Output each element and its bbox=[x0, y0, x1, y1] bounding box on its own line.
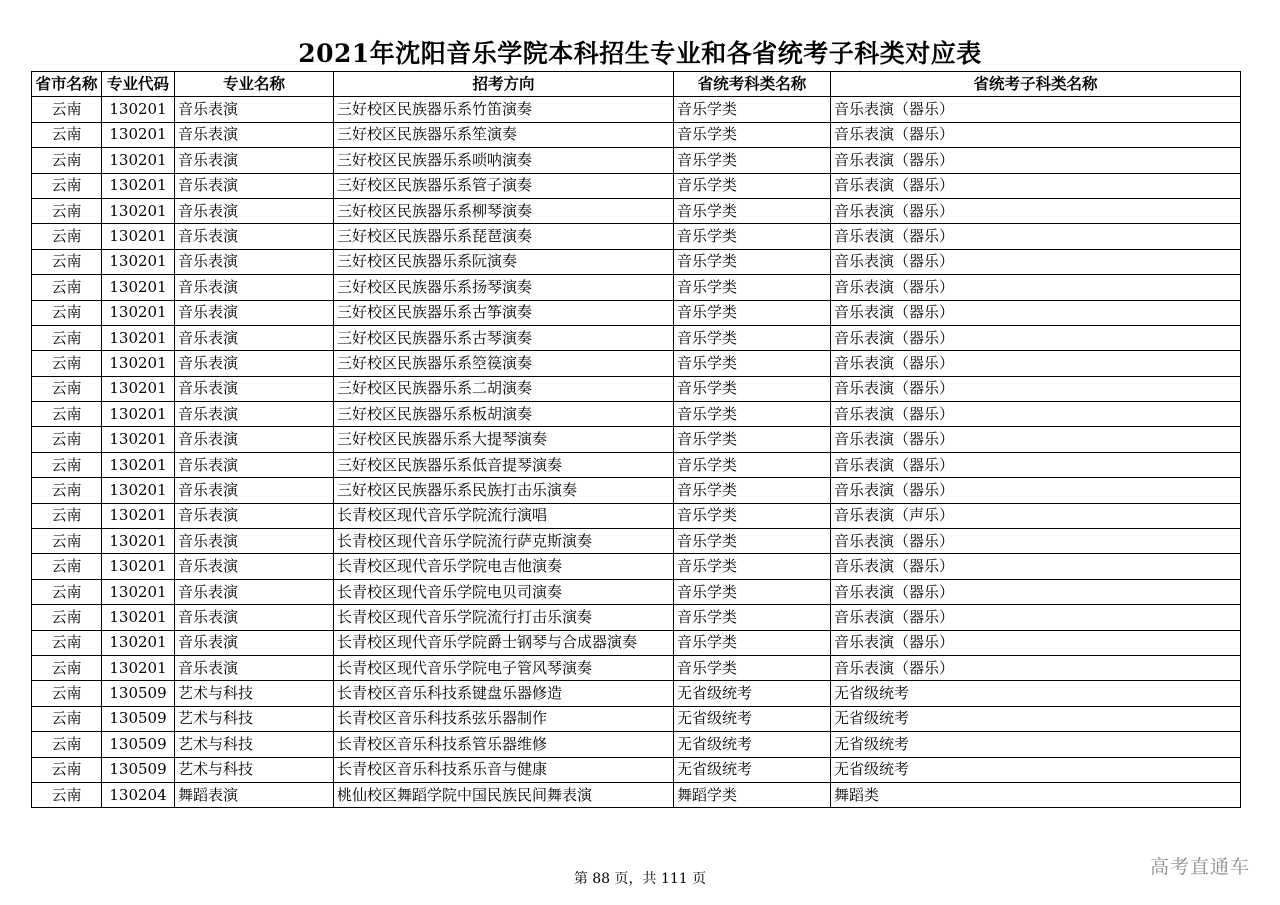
cell-exam-subcategory: 音乐表演（声乐） bbox=[831, 503, 1241, 528]
cell-exam-category: 音乐学类 bbox=[674, 300, 831, 325]
cell-province: 云南 bbox=[32, 427, 102, 452]
cell-admission-direction: 长青校区现代音乐学院电子管风琴演奏 bbox=[334, 655, 674, 680]
cell-exam-subcategory: 音乐表演（器乐） bbox=[831, 376, 1241, 401]
table-row bbox=[32, 706, 1241, 731]
cell-province: 云南 bbox=[32, 630, 102, 655]
cell-exam-subcategory: 音乐表演（器乐） bbox=[831, 224, 1241, 249]
table-row bbox=[32, 529, 1241, 554]
cell-exam-category: 音乐学类 bbox=[674, 402, 831, 427]
cell-exam-subcategory: 音乐表演（器乐） bbox=[831, 529, 1241, 554]
cell-exam-subcategory: 音乐表演（器乐） bbox=[831, 300, 1241, 325]
cell-major-code: 130509 bbox=[102, 681, 175, 706]
cell-major-name: 音乐表演 bbox=[175, 605, 334, 630]
cell-major-code: 130201 bbox=[102, 275, 175, 300]
cell-province: 云南 bbox=[32, 325, 102, 350]
cell-province: 云南 bbox=[32, 732, 102, 757]
cell-major-code: 130201 bbox=[102, 655, 175, 680]
cell-major-name: 音乐表演 bbox=[175, 249, 334, 274]
cell-exam-subcategory: 音乐表演（器乐） bbox=[831, 275, 1241, 300]
cell-province: 云南 bbox=[32, 198, 102, 223]
table-row bbox=[32, 198, 1241, 223]
cell-admission-direction: 三好校区民族器乐系箜篌演奏 bbox=[334, 351, 674, 376]
cell-major-code: 130204 bbox=[102, 782, 175, 807]
cell-admission-direction: 三好校区民族器乐系低音提琴演奏 bbox=[334, 452, 674, 477]
cell-admission-direction: 长青校区现代音乐学院电吉他演奏 bbox=[334, 554, 674, 579]
cell-exam-subcategory: 音乐表演（器乐） bbox=[831, 630, 1241, 655]
cell-exam-category: 音乐学类 bbox=[674, 529, 831, 554]
cell-province: 云南 bbox=[32, 122, 102, 147]
cell-admission-direction: 长青校区音乐科技系管乐器维修 bbox=[334, 732, 674, 757]
cell-major-code: 130201 bbox=[102, 605, 175, 630]
cell-exam-subcategory: 音乐表演（器乐） bbox=[831, 173, 1241, 198]
table-row bbox=[32, 300, 1241, 325]
cell-province: 云南 bbox=[32, 757, 102, 782]
cell-exam-category: 无省级统考 bbox=[674, 681, 831, 706]
cell-admission-direction: 长青校区音乐科技系弦乐器制作 bbox=[334, 706, 674, 731]
cell-province: 云南 bbox=[32, 655, 102, 680]
column-header-exam-category: 省统考科类名称 bbox=[674, 72, 831, 97]
cell-exam-category: 音乐学类 bbox=[674, 351, 831, 376]
cell-exam-category: 无省级统考 bbox=[674, 757, 831, 782]
table-row bbox=[32, 427, 1241, 452]
cell-exam-category: 无省级统考 bbox=[674, 706, 831, 731]
cell-major-code: 130201 bbox=[102, 503, 175, 528]
cell-major-code: 130201 bbox=[102, 427, 175, 452]
table-row bbox=[32, 275, 1241, 300]
cell-exam-category: 音乐学类 bbox=[674, 630, 831, 655]
cell-admission-direction: 三好校区民族器乐系古筝演奏 bbox=[334, 300, 674, 325]
cell-major-name: 艺术与科技 bbox=[175, 706, 334, 731]
cell-admission-direction: 长青校区现代音乐学院流行打击乐演奏 bbox=[334, 605, 674, 630]
cell-exam-category: 音乐学类 bbox=[674, 325, 831, 350]
table-row bbox=[32, 478, 1241, 503]
cell-major-name: 音乐表演 bbox=[175, 224, 334, 249]
table-row bbox=[32, 452, 1241, 477]
cell-province: 云南 bbox=[32, 351, 102, 376]
cell-major-code: 130201 bbox=[102, 198, 175, 223]
cell-exam-subcategory: 音乐表演（器乐） bbox=[831, 554, 1241, 579]
cell-admission-direction: 三好校区民族器乐系唢呐演奏 bbox=[334, 148, 674, 173]
cell-major-name: 音乐表演 bbox=[175, 325, 334, 350]
column-header-major-code: 专业代码 bbox=[102, 72, 175, 97]
table-row bbox=[32, 148, 1241, 173]
cell-admission-direction: 长青校区音乐科技系乐音与健康 bbox=[334, 757, 674, 782]
cell-admission-direction: 长青校区现代音乐学院流行萨克斯演奏 bbox=[334, 529, 674, 554]
cell-major-code: 130201 bbox=[102, 351, 175, 376]
cell-exam-subcategory: 音乐表演（器乐） bbox=[831, 579, 1241, 604]
cell-major-name: 艺术与科技 bbox=[175, 732, 334, 757]
cell-admission-direction: 三好校区民族器乐系二胡演奏 bbox=[334, 376, 674, 401]
cell-major-name: 音乐表演 bbox=[175, 452, 334, 477]
cell-exam-subcategory: 音乐表演（器乐） bbox=[831, 605, 1241, 630]
cell-province: 云南 bbox=[32, 452, 102, 477]
cell-major-name: 音乐表演 bbox=[175, 554, 334, 579]
cell-major-code: 130201 bbox=[102, 325, 175, 350]
cell-major-name: 音乐表演 bbox=[175, 529, 334, 554]
table-row bbox=[32, 249, 1241, 274]
cell-exam-subcategory: 音乐表演（器乐） bbox=[831, 402, 1241, 427]
cell-major-code: 130509 bbox=[102, 706, 175, 731]
cell-exam-subcategory: 音乐表演（器乐） bbox=[831, 198, 1241, 223]
table-row bbox=[32, 325, 1241, 350]
cell-province: 云南 bbox=[32, 173, 102, 198]
cell-admission-direction: 三好校区民族器乐系阮演奏 bbox=[334, 249, 674, 274]
cell-exam-subcategory: 无省级统考 bbox=[831, 732, 1241, 757]
column-header-province: 省市名称 bbox=[32, 72, 102, 97]
cell-major-name: 音乐表演 bbox=[175, 655, 334, 680]
cell-major-name: 音乐表演 bbox=[175, 427, 334, 452]
cell-province: 云南 bbox=[32, 300, 102, 325]
cell-admission-direction: 长青校区现代音乐学院电贝司演奏 bbox=[334, 579, 674, 604]
table-body bbox=[32, 97, 1241, 808]
cell-admission-direction: 三好校区民族器乐系扬琴演奏 bbox=[334, 275, 674, 300]
cell-province: 云南 bbox=[32, 148, 102, 173]
cell-exam-category: 音乐学类 bbox=[674, 376, 831, 401]
cell-exam-category: 音乐学类 bbox=[674, 148, 831, 173]
table-row bbox=[32, 122, 1241, 147]
cell-major-code: 130201 bbox=[102, 554, 175, 579]
cell-exam-category: 音乐学类 bbox=[674, 478, 831, 503]
cell-major-name: 音乐表演 bbox=[175, 148, 334, 173]
cell-admission-direction: 三好校区民族器乐系板胡演奏 bbox=[334, 402, 674, 427]
cell-exam-subcategory: 音乐表演（器乐） bbox=[831, 655, 1241, 680]
table-row bbox=[32, 402, 1241, 427]
cell-major-code: 130201 bbox=[102, 173, 175, 198]
cell-exam-category: 音乐学类 bbox=[674, 452, 831, 477]
cell-exam-category: 音乐学类 bbox=[674, 655, 831, 680]
cell-province: 云南 bbox=[32, 554, 102, 579]
page-title: 2021年沈阳音乐学院本科招生专业和各省统考子科类对应表 bbox=[298, 39, 982, 68]
cell-major-code: 130201 bbox=[102, 402, 175, 427]
cell-province: 云南 bbox=[32, 478, 102, 503]
cell-major-name: 音乐表演 bbox=[175, 376, 334, 401]
cell-exam-subcategory: 音乐表演（器乐） bbox=[831, 478, 1241, 503]
table-row bbox=[32, 351, 1241, 376]
cell-major-name: 音乐表演 bbox=[175, 478, 334, 503]
cell-province: 云南 bbox=[32, 224, 102, 249]
cell-major-code: 130201 bbox=[102, 579, 175, 604]
cell-province: 云南 bbox=[32, 275, 102, 300]
cell-exam-subcategory: 音乐表演（器乐） bbox=[831, 351, 1241, 376]
cell-major-code: 130201 bbox=[102, 97, 175, 122]
cell-province: 云南 bbox=[32, 579, 102, 604]
cell-major-code: 130201 bbox=[102, 249, 175, 274]
cell-province: 云南 bbox=[32, 529, 102, 554]
cell-exam-category: 音乐学类 bbox=[674, 427, 831, 452]
cell-major-code: 130201 bbox=[102, 300, 175, 325]
cell-exam-category: 音乐学类 bbox=[674, 224, 831, 249]
table-row bbox=[32, 605, 1241, 630]
table-row bbox=[32, 630, 1241, 655]
cell-exam-category: 音乐学类 bbox=[674, 249, 831, 274]
cell-exam-subcategory: 音乐表演（器乐） bbox=[831, 122, 1241, 147]
cell-province: 云南 bbox=[32, 681, 102, 706]
cell-major-name: 音乐表演 bbox=[175, 351, 334, 376]
table-row bbox=[32, 579, 1241, 604]
cell-admission-direction: 三好校区民族器乐系笙演奏 bbox=[334, 122, 674, 147]
cell-exam-category: 舞蹈学类 bbox=[674, 782, 831, 807]
table-row bbox=[32, 97, 1241, 122]
cell-major-code: 130201 bbox=[102, 148, 175, 173]
cell-major-name: 音乐表演 bbox=[175, 97, 334, 122]
table-row bbox=[32, 503, 1241, 528]
cell-major-name: 音乐表演 bbox=[175, 173, 334, 198]
cell-major-code: 130201 bbox=[102, 122, 175, 147]
cell-major-code: 130201 bbox=[102, 529, 175, 554]
column-header-admission-direction: 招考方向 bbox=[334, 72, 674, 97]
column-header-major-name: 专业名称 bbox=[175, 72, 334, 97]
cell-major-code: 130509 bbox=[102, 757, 175, 782]
cell-exam-category: 音乐学类 bbox=[674, 97, 831, 122]
cell-major-name: 音乐表演 bbox=[175, 122, 334, 147]
watermark-text: 高考直通车 bbox=[1149, 856, 1250, 878]
cell-admission-direction: 三好校区民族器乐系民族打击乐演奏 bbox=[334, 478, 674, 503]
cell-province: 云南 bbox=[32, 97, 102, 122]
table-row bbox=[32, 782, 1241, 807]
cell-major-code: 130201 bbox=[102, 630, 175, 655]
cell-exam-subcategory: 音乐表演（器乐） bbox=[831, 148, 1241, 173]
cell-major-name: 音乐表演 bbox=[175, 300, 334, 325]
column-header-exam-subcategory: 省统考子科类名称 bbox=[831, 72, 1241, 97]
cell-admission-direction: 三好校区民族器乐系大提琴演奏 bbox=[334, 427, 674, 452]
table-row bbox=[32, 655, 1241, 680]
table-header-row bbox=[32, 72, 1241, 97]
cell-major-code: 130201 bbox=[102, 224, 175, 249]
admission-table bbox=[31, 71, 1241, 808]
cell-admission-direction: 长青校区现代音乐学院爵士钢琴与合成器演奏 bbox=[334, 630, 674, 655]
cell-major-name: 音乐表演 bbox=[175, 402, 334, 427]
cell-major-code: 130201 bbox=[102, 452, 175, 477]
cell-major-name: 艺术与科技 bbox=[175, 757, 334, 782]
cell-admission-direction: 三好校区民族器乐系竹笛演奏 bbox=[334, 97, 674, 122]
table-row bbox=[32, 173, 1241, 198]
cell-admission-direction: 三好校区民族器乐系古琴演奏 bbox=[334, 325, 674, 350]
cell-major-name: 音乐表演 bbox=[175, 198, 334, 223]
table-row bbox=[32, 224, 1241, 249]
cell-major-code: 130201 bbox=[102, 376, 175, 401]
cell-exam-subcategory: 音乐表演（器乐） bbox=[831, 325, 1241, 350]
table-row bbox=[32, 681, 1241, 706]
cell-exam-category: 音乐学类 bbox=[674, 579, 831, 604]
cell-exam-subcategory: 无省级统考 bbox=[831, 757, 1241, 782]
cell-exam-category: 音乐学类 bbox=[674, 503, 831, 528]
cell-exam-category: 音乐学类 bbox=[674, 173, 831, 198]
cell-province: 云南 bbox=[32, 782, 102, 807]
cell-province: 云南 bbox=[32, 706, 102, 731]
cell-exam-category: 音乐学类 bbox=[674, 554, 831, 579]
cell-admission-direction: 长青校区现代音乐学院流行演唱 bbox=[334, 503, 674, 528]
cell-exam-subcategory: 无省级统考 bbox=[831, 706, 1241, 731]
cell-admission-direction: 桃仙校区舞蹈学院中国民族民间舞表演 bbox=[334, 782, 674, 807]
cell-exam-subcategory: 音乐表演（器乐） bbox=[831, 97, 1241, 122]
cell-exam-subcategory: 音乐表演（器乐） bbox=[831, 427, 1241, 452]
table-row bbox=[32, 732, 1241, 757]
cell-exam-category: 无省级统考 bbox=[674, 732, 831, 757]
table-row bbox=[32, 376, 1241, 401]
cell-major-code: 130509 bbox=[102, 732, 175, 757]
cell-province: 云南 bbox=[32, 503, 102, 528]
table-row bbox=[32, 554, 1241, 579]
table-row bbox=[32, 757, 1241, 782]
cell-admission-direction: 三好校区民族器乐系管子演奏 bbox=[334, 173, 674, 198]
cell-major-name: 舞蹈表演 bbox=[175, 782, 334, 807]
cell-exam-subcategory: 无省级统考 bbox=[831, 681, 1241, 706]
page-footer: 第 88 页，共 111 页 bbox=[573, 871, 707, 887]
cell-major-name: 音乐表演 bbox=[175, 630, 334, 655]
cell-admission-direction: 三好校区民族器乐系琵琶演奏 bbox=[334, 224, 674, 249]
cell-admission-direction: 三好校区民族器乐系柳琴演奏 bbox=[334, 198, 674, 223]
cell-exam-subcategory: 舞蹈类 bbox=[831, 782, 1241, 807]
cell-major-code: 130201 bbox=[102, 478, 175, 503]
cell-major-name: 音乐表演 bbox=[175, 503, 334, 528]
cell-exam-subcategory: 音乐表演（器乐） bbox=[831, 249, 1241, 274]
cell-exam-category: 音乐学类 bbox=[674, 605, 831, 630]
cell-exam-category: 音乐学类 bbox=[674, 275, 831, 300]
cell-major-name: 音乐表演 bbox=[175, 275, 334, 300]
cell-exam-subcategory: 音乐表演（器乐） bbox=[831, 452, 1241, 477]
cell-major-name: 艺术与科技 bbox=[175, 681, 334, 706]
cell-province: 云南 bbox=[32, 605, 102, 630]
cell-major-name: 音乐表演 bbox=[175, 579, 334, 604]
cell-province: 云南 bbox=[32, 402, 102, 427]
cell-province: 云南 bbox=[32, 249, 102, 274]
cell-province: 云南 bbox=[32, 376, 102, 401]
cell-exam-category: 音乐学类 bbox=[674, 122, 831, 147]
cell-exam-category: 音乐学类 bbox=[674, 198, 831, 223]
cell-admission-direction: 长青校区音乐科技系键盘乐器修造 bbox=[334, 681, 674, 706]
